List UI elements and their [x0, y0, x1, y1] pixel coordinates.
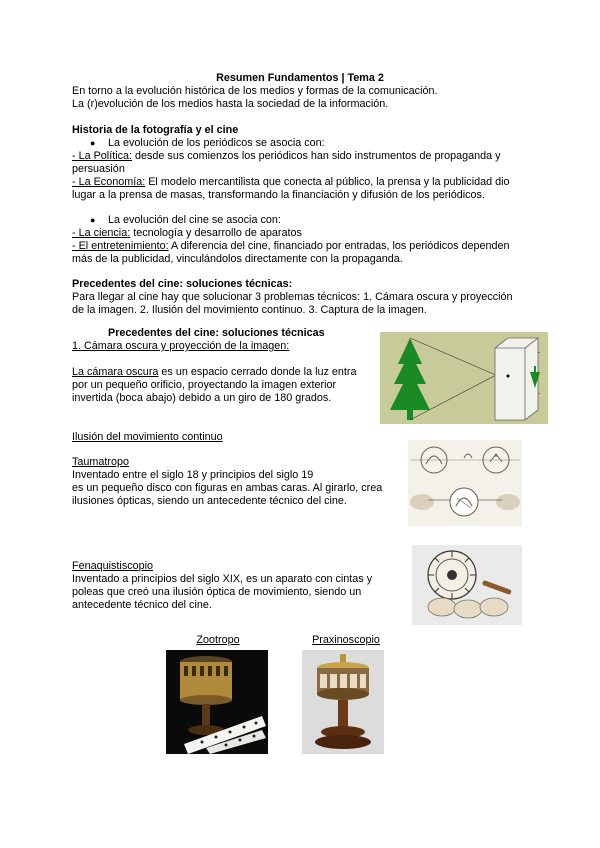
economia-label: - La Economía: [72, 176, 146, 188]
taumatropo-line-1: Inventado entre el siglo 18 y principios del siglo 19 [72, 469, 314, 481]
historia-bullet-2: La evolución del cine se asocia con: [108, 214, 281, 226]
ciencia-line [72, 227, 302, 240]
ciencia-text: tecnología y desarrollo de aparatos [130, 227, 302, 239]
fenaquistiscopio-label: Fenaquistiscopio [72, 560, 154, 572]
politica-text: desde sus comienzos los periódicos han sido instrumentos de propaganda y [132, 150, 501, 162]
praxinoscopio-image [302, 650, 384, 754]
precedentes-heading-2: Precedentes del cine: soluciones técnicas [108, 327, 325, 339]
camara-line-3: invertida (boca abajo) debido a un giro de 180 grados. [72, 392, 332, 404]
economia-line-1 [72, 176, 510, 189]
camara-subheading: 1. Cámara oscura y proyección de la imagen: [72, 340, 290, 352]
politica-line-1 [72, 150, 501, 163]
taumatropo-label: Taumatropo [72, 456, 130, 468]
historia-heading: Historia de la fotografía y el cine [72, 124, 239, 136]
precedentes-heading: Precedentes del cine: soluciones técnicas: [72, 278, 293, 290]
camara-line-1 [72, 366, 357, 379]
precedentes-line-2: de la imagen. 2. Ilusión del movimiento continuo. 3. Captura de la imagen. [72, 304, 427, 316]
taumatropo-image [408, 440, 522, 526]
fenaquistiscopio-line-3: antecedente técnico del cine. [72, 599, 212, 611]
economia-line-2: lugar a la prensa de masas, transformando la financiación y difusión de los periódicos. [72, 189, 485, 201]
fenaquistiscopio-image [412, 545, 522, 625]
camera-obscura-diagram [380, 332, 548, 424]
fenaquistiscopio-line-2: poleas que creó una ilusión óptica de movimiento, siendo un [72, 586, 362, 598]
entretenimiento-line-1 [72, 240, 510, 253]
entretenimiento-line-2: más de la publicidad, vinculándolos directamente con la propaganda. [72, 253, 403, 265]
ilusion-heading: Ilusión del movimiento continuo [72, 431, 223, 443]
zootropo-label: Zootropo [196, 634, 240, 646]
precedentes-line-1: Para llegar al cine hay que solucionar 3 problemas técnicos: 1. Cámara oscura y proyección [72, 291, 513, 303]
camara-text: es un espacio cerrado donde la luz entra [158, 366, 357, 378]
intro-line-1: En torno a la evolución histórica de los medios y formas de la comunicación. [72, 85, 438, 97]
entretenimiento-label: - El entretenimiento: [72, 240, 169, 252]
bullet-icon: ● [90, 215, 96, 225]
praxinoscopio-label: Praxinoscopio [312, 634, 380, 646]
politica-line-2: persuasión [72, 163, 125, 175]
camara-label: La cámara oscura [72, 366, 159, 378]
bullet-icon: ● [90, 138, 96, 148]
entretenimiento-text: A diferencia del cine, financiado por entradas, los periódicos dependen [168, 240, 510, 252]
taumatropo-line-3: ilusiones ópticas, siendo un antecedente técnico del cine. [72, 495, 347, 507]
zootropo-image [166, 650, 268, 754]
intro-line-2: La (r)evolución de los medios hasta la sociedad de la información. [72, 98, 389, 110]
ciencia-label: - La ciencia: [72, 227, 131, 239]
fenaquistiscopio-line-1: Inventado a principios del siglo XIX, es un aparato con cintas y [72, 573, 373, 585]
camara-line-2: por un pequeño orificio, proyectando la imagen exterior [72, 379, 337, 391]
economia-text: El modelo mercantilista que conecta al público, la prensa y la publicidad dio [145, 176, 510, 188]
taumatropo-line-2: es un pequeño disco con figuras en ambas caras. Al girarlo, crea [72, 482, 383, 494]
page-title: Resumen Fundamentos | Tema 2 [216, 72, 384, 84]
historia-bullet-1: La evolución de los periódicos se asocia con: [108, 137, 325, 149]
politica-label: - La Política: [72, 150, 133, 162]
